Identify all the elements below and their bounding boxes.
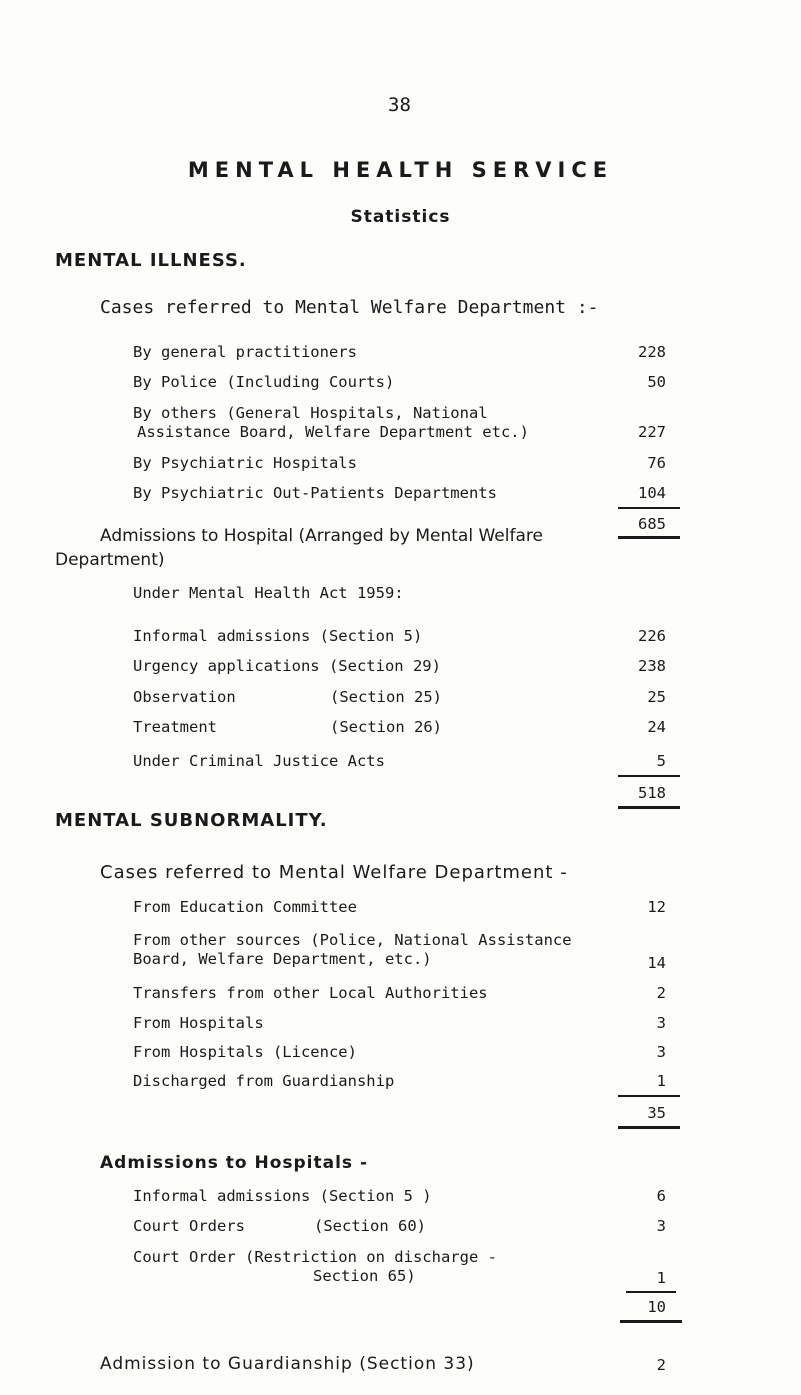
list-item-label: From Hospitals (Licence) [133, 1043, 357, 1061]
list-item-label: Discharged from Guardianship [133, 1072, 395, 1090]
list-item-label: From Education Committee [133, 898, 357, 916]
total-rule [618, 536, 680, 539]
list-item-label: By others (General Hospitals, National [133, 404, 488, 422]
list-item-value: 228 [638, 343, 666, 361]
list-item-label: By Psychiatric Hospitals [133, 454, 357, 472]
list-item-value: 50 [647, 373, 666, 391]
total-value: 10 [647, 1298, 666, 1316]
list-item-value: 5 [656, 752, 666, 770]
list-item-label-continued: Board, Welfare Department, etc.) [133, 950, 432, 968]
list-item-section: (Section 60) [314, 1217, 426, 1235]
list-item-label: By general practitioners [133, 343, 357, 361]
list-item-value: 1 [656, 1269, 666, 1287]
guardianship-label: Admission to Guardianship (Section 33) [100, 1354, 475, 1374]
list-item-label: Urgency applications (Section 29) [133, 657, 441, 675]
subtotal-rule [618, 775, 680, 777]
list-item-value: 1 [656, 1072, 666, 1090]
total-value: 518 [638, 784, 666, 802]
list-item-label: By Psychiatric Out-Patients Departments [133, 484, 497, 502]
list-item-label-continued: Section 65) [313, 1267, 416, 1285]
list-item-label: From Hospitals [133, 1014, 264, 1032]
list-item-label: Observation [133, 688, 236, 706]
list-item-section: (Section 25) [330, 688, 442, 706]
list-item-label: Transfers from other Local Authorities [133, 984, 488, 1002]
section-heading-mental-subnormality: MENTAL SUBNORMALITY. [55, 810, 328, 831]
list-item-value: 25 [647, 688, 666, 706]
list-item-value: 226 [638, 627, 666, 645]
admissions-heading: Admissions to Hospital (Arranged by Mental Welfare [100, 526, 543, 546]
list-item-label: Court Order (Restriction on discharge - [133, 1248, 497, 1266]
list-item-label: Under Criminal Justice Acts [133, 752, 385, 770]
list-item-label: Treatment [133, 718, 217, 736]
list-item-label: By Police (Including Courts) [133, 373, 395, 391]
guardianship-value: 2 [656, 1356, 666, 1374]
list-item-value: 238 [638, 657, 666, 675]
list-item-section: (Section 26) [330, 718, 442, 736]
total-value: 685 [638, 515, 666, 533]
list-item-value: 3 [656, 1014, 666, 1032]
list-item-label: Informal admissions (Section 5 ) [133, 1187, 432, 1205]
referred-heading: Cases referred to Mental Welfare Department :- [100, 297, 599, 318]
subtotal-rule [618, 1095, 680, 1097]
admissions-heading: Admissions to Hospitals - [100, 1153, 369, 1173]
list-item-value: 3 [656, 1217, 666, 1235]
list-item-value: 24 [647, 718, 666, 736]
list-item-value: 6 [656, 1187, 666, 1205]
subtotal-rule [626, 1291, 676, 1293]
list-item-value: 227 [638, 423, 666, 441]
list-item-value: 12 [647, 898, 666, 916]
page-title: MENTAL HEALTH SERVICE [187, 158, 614, 182]
act-heading: Under Mental Health Act 1959: [133, 584, 404, 602]
list-item-value: 14 [647, 954, 666, 972]
total-value: 35 [647, 1104, 666, 1122]
subtotal-rule [618, 507, 680, 509]
list-item-label: From other sources (Police, National Assistance [133, 931, 572, 949]
list-item-label: Informal admissions (Section 5) [133, 627, 423, 645]
total-rule [620, 1320, 682, 1323]
list-item-label: Court Orders [133, 1217, 245, 1235]
page-number: 38 [388, 94, 411, 116]
total-rule [618, 806, 680, 809]
admissions-heading-continued: Department) [55, 550, 165, 570]
list-item-value: 104 [638, 484, 666, 502]
list-item-value: 76 [647, 454, 666, 472]
page-subtitle: Statistics [350, 207, 451, 227]
list-item-value: 2 [656, 984, 666, 1002]
total-rule [618, 1126, 680, 1129]
list-item-label-continued: Assistance Board, Welfare Department etc.) [137, 423, 529, 441]
referred-heading: Cases referred to Mental Welfare Department - [100, 862, 568, 883]
list-item-value: 3 [656, 1043, 666, 1061]
section-heading-mental-illness: MENTAL ILLNESS. [55, 250, 247, 271]
